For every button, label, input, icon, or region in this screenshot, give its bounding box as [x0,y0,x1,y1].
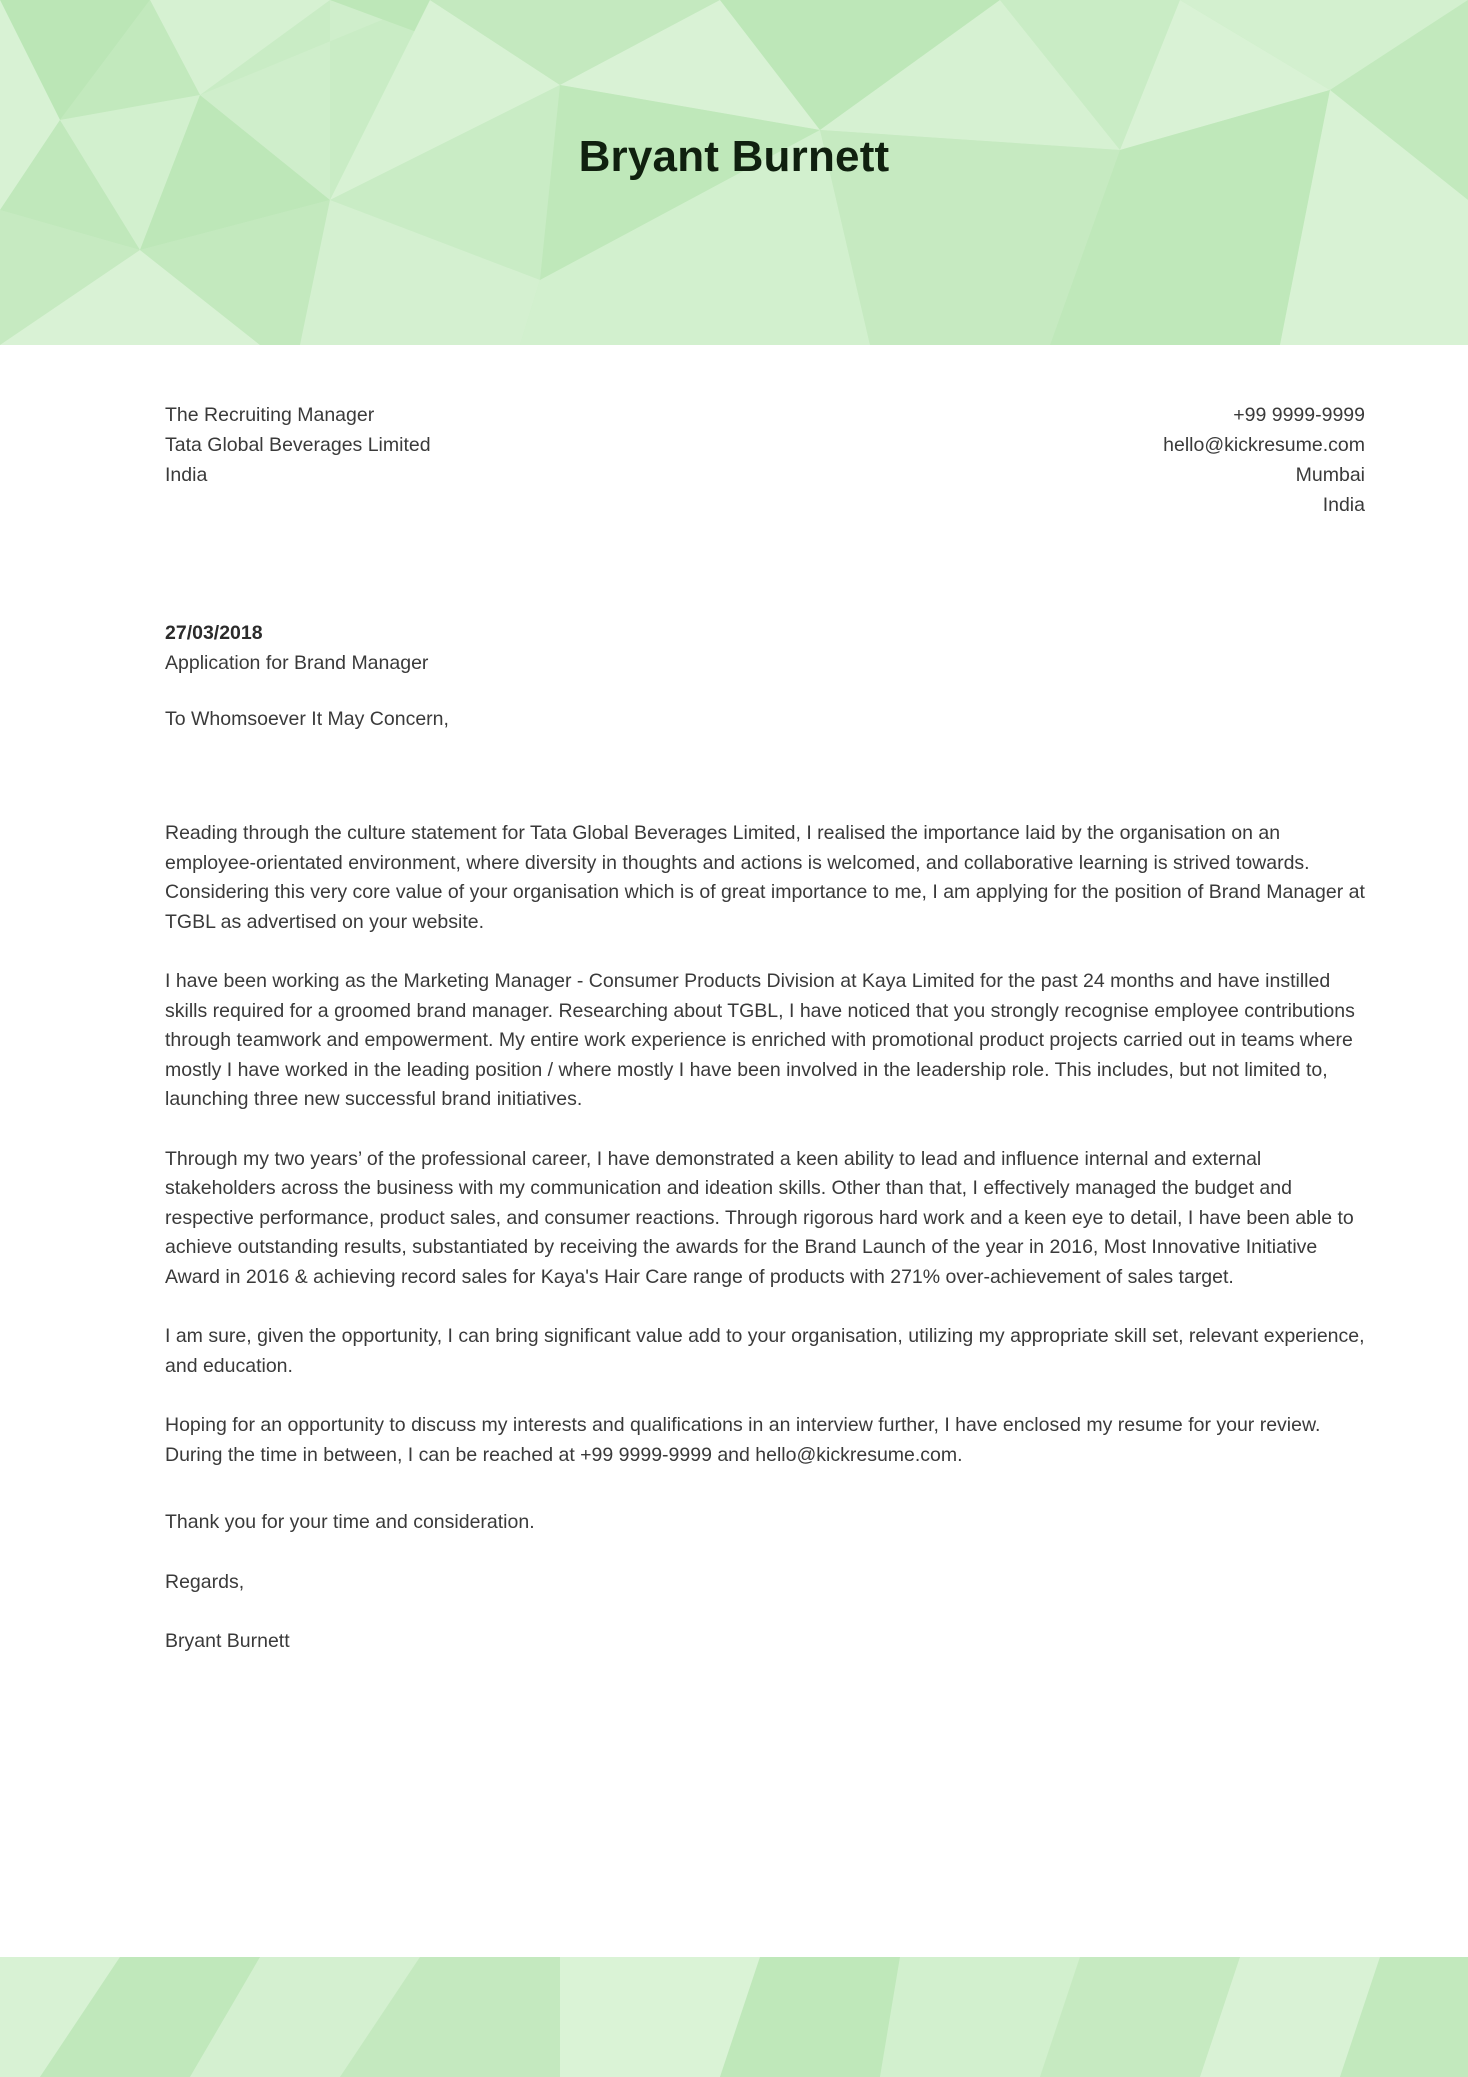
letter-paragraphs [165,819,1365,1470]
paragraph-4: I am sure, given the opportunity, I can bring significant value add to your organisation, utilizing my appropriate skill set, relevant experience, and education. [165,1325,1365,1377]
closing-signature: Bryant Burnett [165,1630,290,1652]
recipient-line-1: The Recruiting Manager [165,404,375,426]
sender-email: hello@kickresume.com [1163,434,1365,456]
letter-closing [165,1508,1365,1657]
letter-meta [165,618,1365,678]
address-block [165,400,1365,520]
salutation: To Whomsoever It May Concern, [165,708,449,730]
footer-decoration-band [0,1957,1468,2077]
closing-thanks: Thank you for your time and consideration. [165,1511,535,1533]
recipient-line-2: Tata Global Beverages Limited [165,434,431,456]
letter-subject: Application for Brand Manager [165,652,429,674]
sender-city: Mumbai [1295,464,1365,486]
letter-date: 27/03/2018 [165,622,263,644]
closing-regards: Regards, [165,1570,245,1593]
sender-country: India [1322,494,1365,516]
paragraph-3: Through my two years’ of the professional career, I have demonstrated a keen ability to lead and influence internal and external stakeholders across the business with my communication and ideation skills. Other than that, I effectively managed the budget and respective performance, product sales, and consumer reactions. Through rigorous hard work and a keen eye to detail, I have been able to achieve outstanding results, substantiated by receiving the awards for the Brand Launch of the year in 2016, Most Innovative Initiative Award in 2016 & achieving record sales for Kaya's Hair Care range of products with 271% over-achievement of sales target. [165,1147,1354,1288]
recipient-line-3: India [165,464,208,486]
paragraph-1: Reading through the culture statement for Tata Global Beverages Limited, I realised the importance laid by the organisation on an employee-orientated environment, where diversity in thoughts and actions is welcomed, and collaborative learning is strived towards. Considering this very core value of your organisation which is of great importance to me, I am applying for the position of Brand Manager at TGBL as advertised on your website. [165,822,1365,933]
sender-contact [1163,400,1365,520]
applicant-name: Bryant Burnett [578,132,890,181]
paragraph-2: I have been working as the Marketing Manager - Consumer Products Division at Kaya Limited for the past 24 months and have instilled skills required for a groomed brand manager. Researching about TGBL, I have noticed that you strongly recognise employee contributions through teamwork and empowerment. My entire work experience is enriched with promotional product projects carried out in teams where mostly I have worked in the leading position / where mostly I have been involved in the leadership role. This includes, but not limited to, launching three new successful brand initiatives. [165,970,1355,1110]
letter-body [165,400,1365,1657]
paragraph-5: Hoping for an opportunity to discuss my interests and qualifications in an interview further, I have enclosed my resume for your review. During the time in between, I can be reached at +99 9999-9999 and hello@kickresume.com. [165,1414,1321,1466]
sender-phone: +99 9999-9999 [1233,404,1365,426]
recipient-address [165,400,431,490]
